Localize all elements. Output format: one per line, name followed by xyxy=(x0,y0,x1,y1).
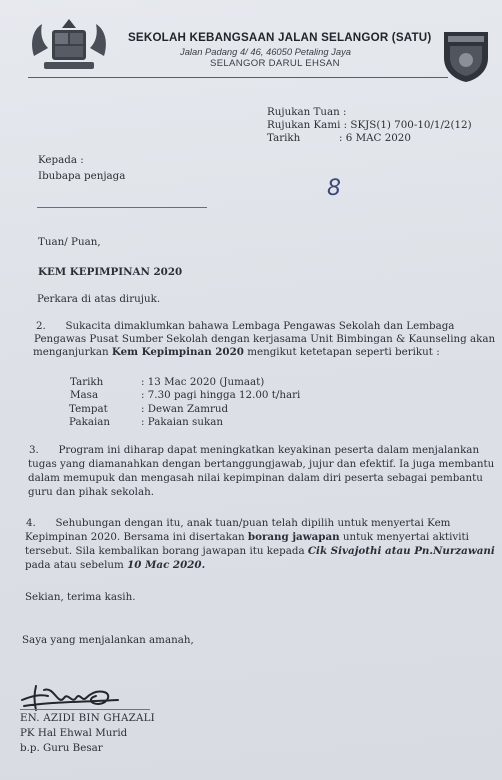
paragraph-4-line-1: 4. Sehubungan dengan itu, anak tuan/puan telah dipilih untuk menyertai Kem xyxy=(26,517,451,529)
detail-label-tempat: Tempat xyxy=(69,403,108,415)
paragraph-3-line-4: guru dan pihak sekolah. xyxy=(28,486,155,498)
paragraph-4-line-4: pada atau sebelum 10 Mac 2020. xyxy=(25,559,206,571)
paragraph-4-line-2: Kepimpinan 2020. Bersama ini disertakan borang jawapan untuk menyertai aktiviti xyxy=(25,531,469,543)
recipient-name: Ibubapa penjaga xyxy=(38,170,126,182)
school-name: SEKOLAH KEBANGSAAN JALAN SELANGOR (SATU) xyxy=(128,31,432,44)
letterhead-divider xyxy=(28,77,448,78)
detail-label-masa: Masa xyxy=(70,389,99,401)
paragraph-4-line-3: tersebut. Sila kembalikan borang jawapan itu kepada Cik Sivajothi atau Pn.Nurzawani xyxy=(25,545,495,557)
paragraph-3-line-3: dalam memupuk dan mengasah nilai kepimpinan dalam diri peserta sebagai pembantu xyxy=(28,472,483,484)
handwritten-signature xyxy=(18,676,138,716)
coat-of-arms-logo xyxy=(28,16,110,74)
salutation: Tuan/ Puan, xyxy=(38,236,101,248)
letter-subject: KEM KEPIMPINAN 2020 xyxy=(38,266,183,278)
tarikh-label: Tarikh xyxy=(267,132,301,144)
paragraph-3-line-1: 3. Program ini diharap dapat meningkatkan keyakinan peserta dalam menjalankan xyxy=(29,444,480,456)
paragraph-2-line-3: menganjurkan Kem Kepimpinan 2020 mengikut ketetapan seperti berikut : xyxy=(33,346,440,358)
detail-value-tarikh: : 13 Mac 2020 (Jumaat) xyxy=(141,376,265,388)
sign-off: Saya yang menjalankan amanah, xyxy=(22,634,194,646)
detail-value-masa: : 7.30 pagi hingga 12.00 t/hari xyxy=(141,389,301,401)
detail-value-pakaian: : Pakaian sukan xyxy=(141,416,223,428)
paragraph-3-line-2: tugas yang diamanahkan dengan bertanggungjawab, jujur dan efektif. Ia juga membantu xyxy=(28,458,495,470)
detail-label-pakaian: Pakaian xyxy=(69,416,111,428)
handwritten-number: 8 xyxy=(327,176,341,201)
address-underline xyxy=(37,207,207,208)
rujukan-kami: Rujukan Kami : SKJS(1) 700-10/1/2(12) xyxy=(267,119,472,131)
paragraph-2-line-1: 2. Sukacita dimaklumkan bahawa Lembaga Pengawas Sekolah dan Lembaga xyxy=(36,320,455,332)
school-state: SELANGOR DARUL EHSAN xyxy=(210,58,340,69)
school-address: Jalan Padang 4/ 46, 46050 Petaling Jaya xyxy=(180,46,351,57)
school-badge-logo xyxy=(440,28,492,84)
rujukan-tuan: Rujukan Tuan : xyxy=(267,106,347,118)
signatory-capacity: b.p. Guru Besar xyxy=(20,742,103,754)
closing-line: Sekian, terima kasih. xyxy=(25,591,136,603)
signatory-name: EN. AZIDI BIN GHAZALI xyxy=(20,712,155,724)
detail-value-tempat: : Dewan Zamrud xyxy=(141,403,229,415)
kepada-label: Kepada : xyxy=(38,154,84,166)
signatory-title: PK Hal Ehwal Murid xyxy=(20,727,128,739)
signature-line xyxy=(20,709,150,710)
opening-line: Perkara di atas dirujuk. xyxy=(37,293,161,305)
tarikh-value: : 6 MAC 2020 xyxy=(339,132,411,144)
detail-label-tarikh: Tarikh xyxy=(70,376,104,388)
paragraph-2-line-2: Pengawas Pusat Sumber Sekolah dengan kerjasama Unit Bimbingan & Kaunseling akan xyxy=(34,333,496,345)
